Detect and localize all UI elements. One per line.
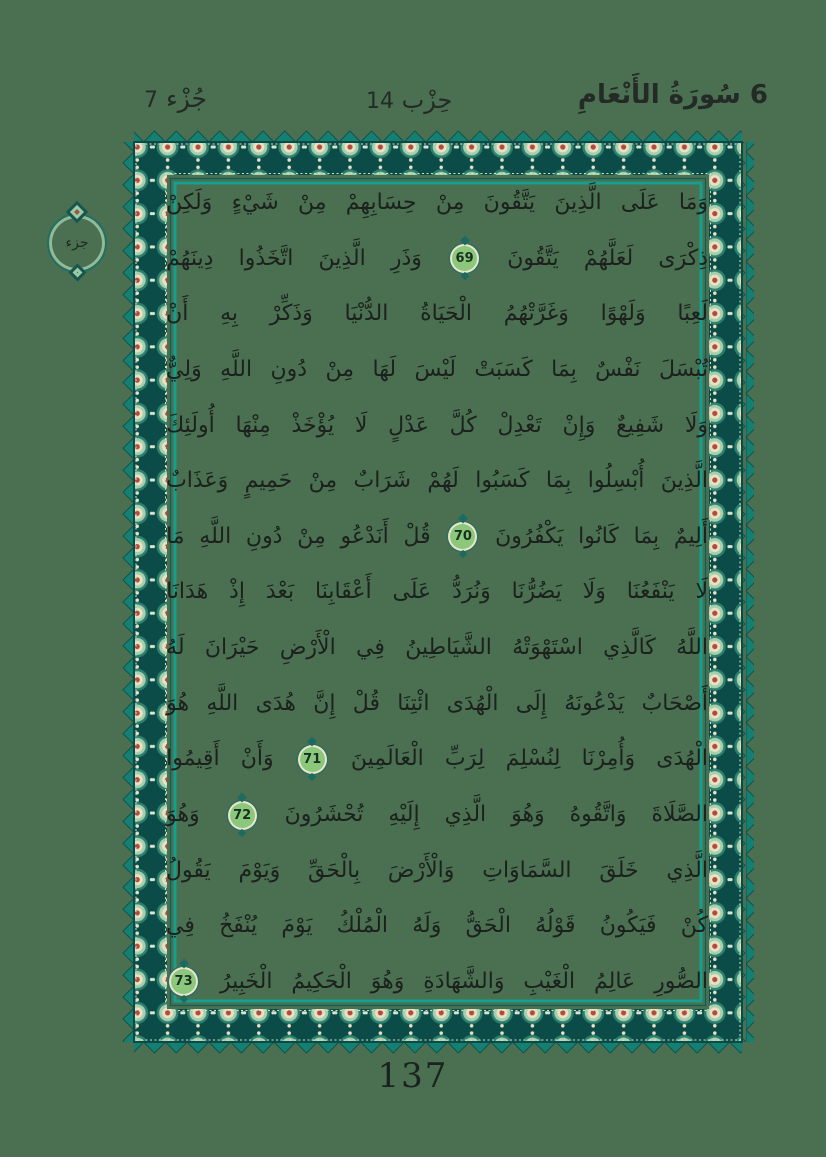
verse-number-marker: 70 bbox=[450, 524, 475, 549]
quran-word: لِنُسْلِمَ bbox=[505, 746, 561, 772]
quran-word: حِسَابِهِمْ bbox=[345, 190, 417, 215]
mushaf-line bbox=[166, 955, 708, 1009]
quran-word: الْهُدَى bbox=[446, 690, 499, 716]
mushaf-line bbox=[166, 232, 708, 286]
quran-word: أُبْسِلُوا bbox=[587, 468, 645, 494]
quran-word: الْخَبِيرُ bbox=[220, 968, 273, 994]
quran-word: اللَّهِ bbox=[220, 356, 253, 382]
quran-word: وَلَا bbox=[684, 412, 708, 438]
quran-word: هُوَ bbox=[166, 690, 190, 716]
quran-word: الْعَالَمِينَ bbox=[350, 746, 424, 772]
verse-number-marker: 71 bbox=[300, 747, 325, 772]
quran-word: شَفِيعٌ bbox=[616, 412, 665, 438]
mushaf-line bbox=[166, 677, 708, 731]
quran-word: يَتَّقُونَ bbox=[483, 190, 536, 215]
quran-word: كَانُوا bbox=[578, 523, 619, 549]
quran-word: يَتَّقُونَ bbox=[507, 245, 559, 271]
quran-word: وَلَهُ bbox=[412, 913, 442, 939]
medallion-text: جزء bbox=[65, 234, 89, 251]
mushaf-line bbox=[166, 287, 708, 341]
quran-word: بِمَا bbox=[551, 356, 577, 382]
quran-word: وَأَنْ bbox=[240, 746, 274, 772]
quran-word: وَيَوْمَ bbox=[238, 857, 281, 883]
quran-word: بِهِ bbox=[220, 301, 239, 327]
mushaf-line bbox=[166, 399, 708, 453]
verse-number-marker: 73 bbox=[171, 969, 196, 994]
quran-word: إِذْ bbox=[229, 579, 245, 605]
quran-word: فِي bbox=[166, 913, 195, 939]
quran-word: إِلَيْهِ bbox=[388, 802, 420, 828]
quran-word: نَفْسٌ bbox=[595, 356, 641, 382]
verse-number-marker: 69 bbox=[452, 246, 477, 271]
quran-word: قُلْ bbox=[403, 523, 431, 549]
quran-word: ائْتِنَا bbox=[397, 690, 430, 716]
quran-word: عَالِمُ bbox=[594, 968, 636, 994]
quran-word: الْحَقُّ bbox=[465, 913, 511, 939]
quran-word: يُنْفَخُ bbox=[219, 913, 258, 939]
quran-word: يَنْفَعُنَا bbox=[626, 579, 675, 605]
mushaf-text-area bbox=[166, 176, 708, 1009]
quran-word: لَا bbox=[354, 412, 368, 438]
quran-word: بِمَا bbox=[545, 468, 572, 494]
quran-word: تُبْسَلَ bbox=[658, 356, 708, 382]
quran-word: الْهُدَى bbox=[656, 746, 708, 772]
quran-word: بِمَا bbox=[633, 523, 660, 549]
quran-word: اللَّهِ bbox=[206, 690, 239, 716]
hizb-number: 14 bbox=[366, 89, 394, 114]
quran-word: لَهُ bbox=[166, 635, 185, 661]
quran-word: دُونِ bbox=[245, 523, 283, 549]
quran-word: وَإِنْ bbox=[562, 412, 596, 438]
quran-word: اللَّهُ bbox=[676, 635, 708, 661]
quran-word: إِلَى bbox=[515, 690, 547, 716]
quran-word: أَعْقَابِنَا bbox=[315, 579, 372, 605]
quran-word: هَدَانَا bbox=[166, 579, 209, 605]
quran-word: لَا bbox=[695, 579, 708, 605]
quran-word: وَمَا bbox=[678, 190, 708, 215]
quran-word: عَدْلٍ bbox=[388, 412, 429, 438]
surah-name: سُورَةُ الأَنْعَامِ bbox=[577, 80, 741, 110]
quran-word: الصُّورِ bbox=[654, 968, 708, 994]
quran-word: دُونِ bbox=[270, 356, 308, 382]
quran-word: اتَّخَذُوا bbox=[238, 245, 294, 271]
quran-word: وَعَذَابٌ bbox=[166, 468, 229, 494]
quran-word: اللَّهِ bbox=[199, 523, 232, 549]
medallion-red-dot-icon bbox=[74, 209, 80, 215]
mushaf-line bbox=[166, 621, 708, 675]
quran-word: لِرَبِّ bbox=[444, 746, 485, 772]
mushaf-line bbox=[166, 510, 708, 564]
quran-word: أَصْحَابٌ bbox=[641, 690, 708, 716]
quran-word: يَكْفُرُونَ bbox=[495, 523, 564, 549]
quran-word: ذِكْرَى bbox=[658, 245, 708, 271]
quran-word: بَعْدَ bbox=[265, 579, 295, 605]
quran-word: وَلَهْوًا bbox=[600, 301, 646, 327]
quran-word: مِنْ bbox=[325, 356, 355, 382]
quran-word: أَنْ bbox=[166, 301, 189, 327]
quran-word: عَلَى bbox=[392, 579, 432, 605]
quran-word: لَهَا bbox=[372, 356, 397, 382]
quran-word: شَيْءٍ bbox=[231, 190, 279, 215]
quran-word: الَّذِينَ bbox=[660, 468, 708, 494]
page-number: 137 bbox=[377, 1056, 449, 1096]
quran-word: كُنْ bbox=[680, 913, 708, 939]
quran-word: وَأُمِرْنَا bbox=[581, 746, 636, 772]
verse-number-marker: 72 bbox=[230, 803, 255, 828]
quran-word: الَّذِينَ bbox=[318, 245, 366, 271]
juz-label: جُزْء bbox=[165, 84, 207, 113]
quran-word: إِنَّ bbox=[313, 690, 336, 716]
quran-word: وَالشَّهَادَةِ bbox=[423, 968, 505, 994]
surah-title bbox=[578, 80, 768, 110]
quran-word: كَسَبُوا bbox=[475, 468, 530, 494]
mushaf-line bbox=[166, 565, 708, 619]
quran-word: يَقُولُ bbox=[166, 857, 211, 883]
quran-word: الَّذِي bbox=[666, 857, 708, 883]
mushaf-line bbox=[166, 176, 708, 230]
quran-word: وَهُوَ bbox=[370, 968, 405, 994]
quran-word: شَرَابٌ bbox=[353, 468, 411, 494]
quran-word: تُحْشَرُونَ bbox=[284, 802, 364, 828]
quran-word: الْحَكِيمُ bbox=[291, 968, 352, 994]
quran-word: قُلْ bbox=[352, 690, 380, 716]
quran-word: دِينَهُمْ bbox=[166, 245, 214, 271]
quran-word: الْحَيَاةُ bbox=[420, 301, 472, 327]
quran-word: مَا bbox=[166, 523, 185, 549]
quran-word: وَاتَّقُوهُ bbox=[569, 802, 627, 828]
quran-word: هُدَى bbox=[255, 690, 296, 716]
quran-word: لَيْسَ bbox=[414, 356, 456, 382]
quran-word: قَوْلُهُ bbox=[535, 913, 576, 939]
quran-word: أَقِيمُوا bbox=[166, 746, 220, 772]
quran-word: الصَّلَاةَ bbox=[651, 802, 708, 828]
quran-word: وَغَرَّتْهُمُ bbox=[503, 301, 569, 327]
juz-medallion bbox=[40, 182, 114, 300]
quran-word: وَهُوَ bbox=[166, 802, 200, 828]
quran-word: يَوْمَ bbox=[281, 913, 313, 939]
quran-word: الْغَيْبِ bbox=[523, 968, 576, 994]
quran-word: وَهُوَ bbox=[511, 802, 545, 828]
quran-word: فَيَكُونُ bbox=[599, 913, 657, 939]
hizb-label: حِزْب bbox=[401, 86, 453, 114]
quran-word: عَلَى bbox=[620, 190, 660, 215]
mushaf-line bbox=[166, 343, 708, 397]
mushaf-line bbox=[166, 788, 708, 842]
quran-word: وَذَكِّرْ bbox=[269, 301, 313, 327]
mushaf-line bbox=[166, 844, 708, 898]
quran-word: أَنَدْعُو bbox=[340, 523, 389, 549]
quran-word: فِي bbox=[356, 635, 385, 661]
quran-word: يَضُرُّنَا bbox=[511, 579, 562, 605]
surah-number: 6 bbox=[749, 80, 768, 110]
page-header bbox=[0, 80, 826, 132]
quran-word: اسْتَهْوَتْهُ bbox=[512, 635, 583, 661]
quran-word: الَّذِي bbox=[444, 802, 487, 828]
quran-word: وَلِيٌّ bbox=[166, 356, 202, 382]
quran-word: تَعْدِلْ bbox=[497, 412, 542, 438]
quran-word: يُؤْخَذْ bbox=[291, 412, 335, 438]
quran-word: كَالَّذِي bbox=[603, 635, 656, 661]
quran-word: حَيْرَانَ bbox=[204, 635, 260, 661]
quran-word: وَلَا bbox=[582, 579, 606, 605]
quran-word: أُولَئِكَ bbox=[166, 412, 215, 438]
quran-word: بِالْحَقِّ bbox=[308, 857, 361, 883]
quran-word: أَلِيمٌ bbox=[673, 523, 708, 549]
quran-word: لَهُمْ bbox=[427, 468, 459, 494]
mushaf-line bbox=[166, 454, 708, 508]
quran-word: وَذَرِ bbox=[390, 245, 422, 271]
quran-word: وَلَكِنْ bbox=[166, 190, 213, 215]
quran-word: الْمُلْكُ bbox=[336, 913, 389, 939]
quran-word: كُلَّ bbox=[449, 412, 477, 438]
mushaf-line bbox=[166, 732, 708, 786]
juz-number: 7 bbox=[144, 88, 158, 113]
quran-word: مِنْهَا bbox=[235, 412, 271, 438]
quran-word: لَعَلَّهُمْ bbox=[583, 245, 634, 271]
quran-word: مِنْ bbox=[297, 523, 326, 549]
quran-word: مِنْ bbox=[308, 468, 338, 494]
quran-word: حَمِيمٍ bbox=[244, 468, 293, 494]
hizb-indicator bbox=[366, 86, 452, 114]
quran-word: وَالْأَرْضَ bbox=[387, 857, 455, 883]
quran-word: الْأَرْضِ bbox=[279, 635, 336, 661]
mushaf-line bbox=[166, 899, 708, 953]
quran-word: لَعِبًا bbox=[677, 301, 708, 327]
quran-word: الَّذِينَ bbox=[554, 190, 602, 215]
quran-word: مِنْ bbox=[435, 190, 465, 215]
quran-word: السَّمَاوَاتِ bbox=[482, 857, 572, 883]
quran-word: خَلَقَ bbox=[599, 857, 639, 883]
quran-word: كَسَبَتْ bbox=[474, 356, 533, 382]
juz-indicator bbox=[144, 84, 207, 113]
quran-word: الشَّيَاطِينُ bbox=[405, 635, 492, 661]
quran-word: وَنُرَدُّ bbox=[452, 579, 491, 605]
quran-word: الدُّنْيَا bbox=[344, 301, 389, 327]
quran-word: يَدْعُونَهُ bbox=[564, 690, 625, 716]
quran-word: مِنْ bbox=[297, 190, 327, 215]
